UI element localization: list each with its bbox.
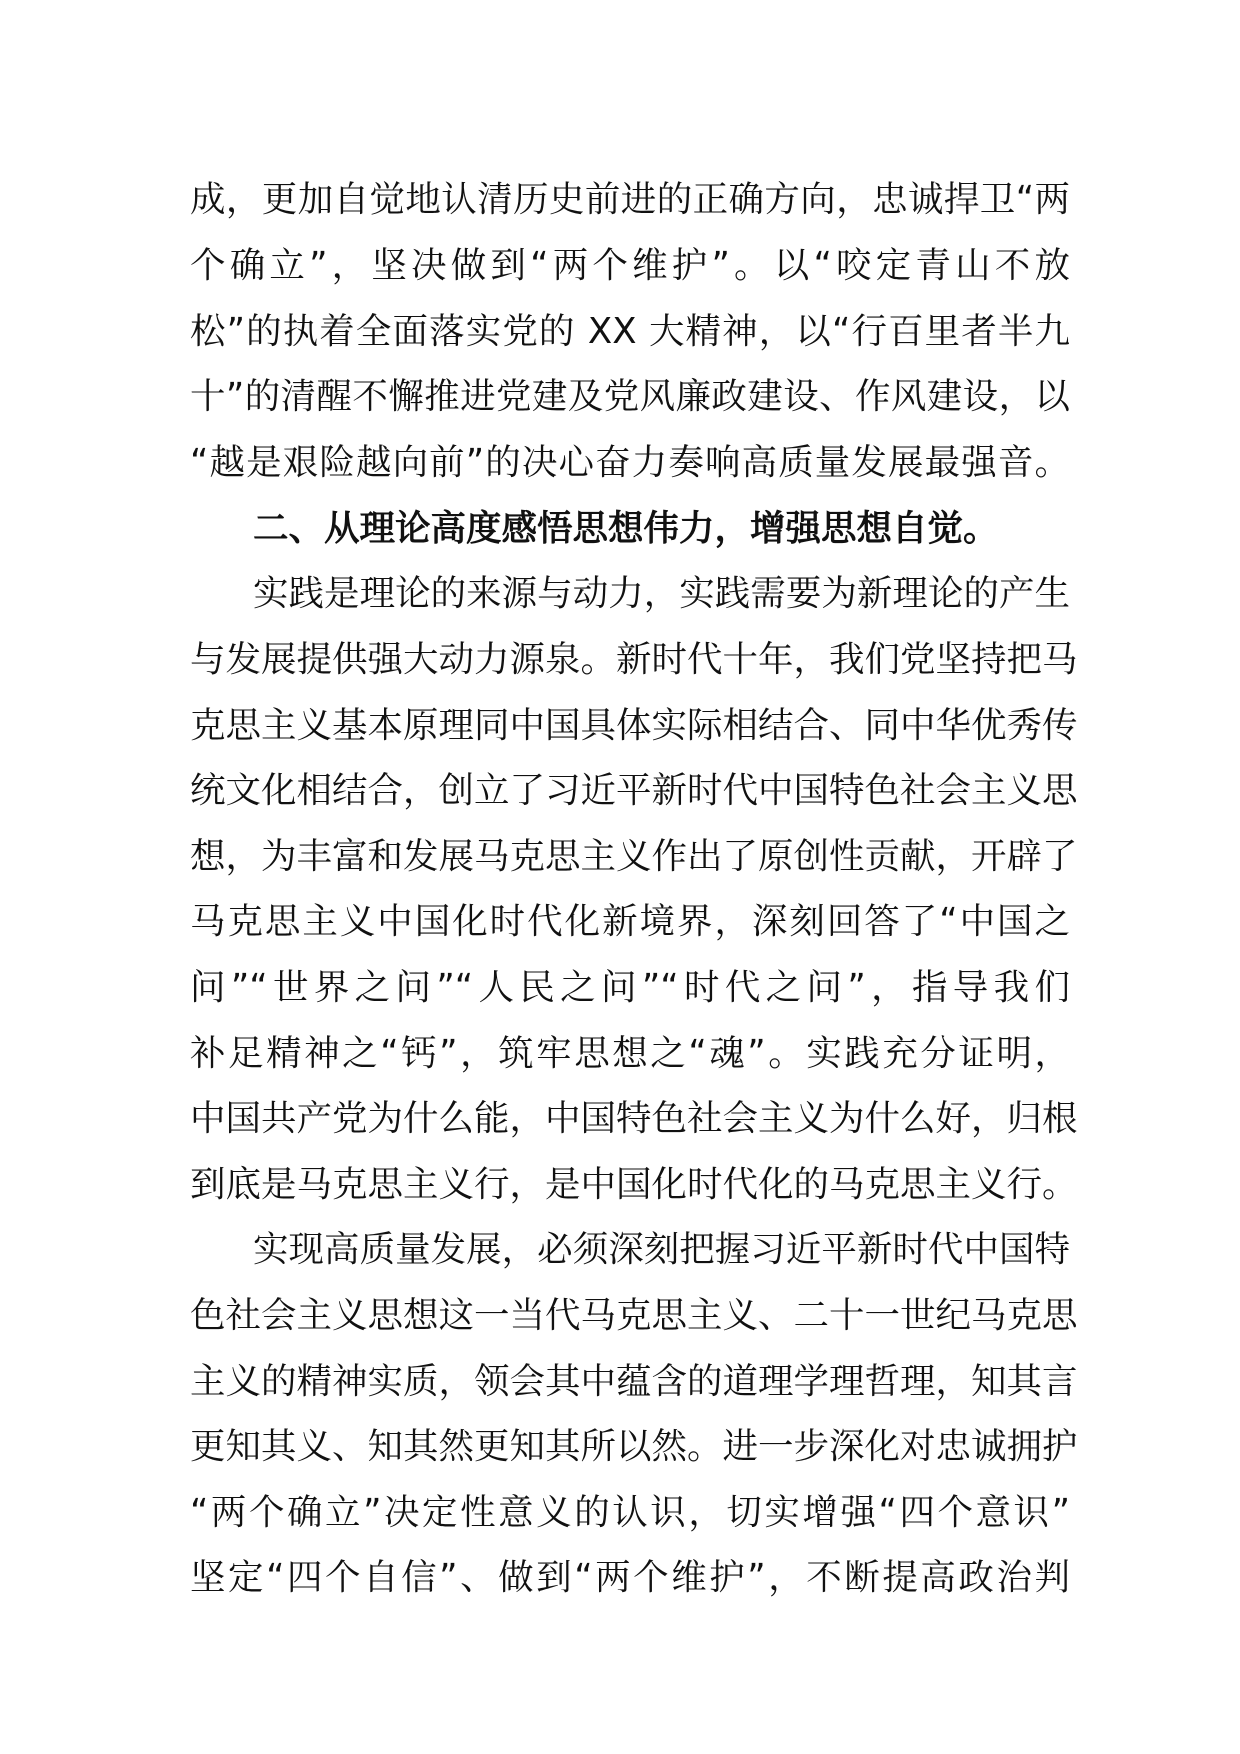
text-line: “越是艰险越向前”的决心奋力奏响高质量发展最强音。 [190,442,1070,483]
text-line: 补足精神之“钙”，筑牢思想之“魂”。实践充分证明， [190,1033,1070,1074]
text-line: 更知其义、知其然更知其所以然。进一步深化对忠诚拥护 [190,1426,1078,1467]
text-line: 十”的清醒不懈推进党建及党风廉政建设、作风建设，以 [190,376,1070,417]
paragraph-first-line: 实现高质量发展，必须深刻把握习近平新时代中国特 [253,1229,1070,1270]
text-line: 马克思主义中国化时代化新境界，深刻回答了“中国之 [190,901,1070,942]
text-line: 色社会主义思想这一当代马克思主义、二十一世纪马克思 [190,1295,1078,1336]
paragraph-first-line: 实践是理论的来源与动力，实践需要为新理论的产生 [253,573,1070,614]
text-line: 想，为丰富和发展马克思主义作出了原创性贡献，开辟了 [190,836,1078,877]
text-line: 统文化相结合，创立了习近平新时代中国特色社会主义思 [190,770,1078,811]
text-line: 问”“世界之问”“人民之问”“时代之问”，指导我们 [190,967,1070,1008]
text-line: 主义的精神实质，领会其中蕴含的道理学理哲理，知其言 [190,1361,1078,1402]
text-line: 松”的执着全面落实党的 XX 大精神，以“行百里者半九 [190,311,1070,352]
text-line: 到底是马克思主义行，是中国化时代化的马克思主义行。 [190,1164,1078,1205]
section-heading: 二、从理论高度感悟思想伟力，增强思想自觉。 [253,508,999,549]
text-line: 成，更加自觉地认清历史前进的正确方向，忠诚捍卫“两 [190,179,1070,220]
text-line: 与发展提供强大动力源泉。新时代十年，我们党坚持把马 [190,639,1078,680]
text-line: 个确立”，坚决做到“两个维护”。以“咬定青山不放 [190,245,1070,286]
text-line: 坚定“四个自信”、做到“两个维护”，不断提高政治判 [190,1557,1070,1598]
text-line: 中国共产党为什么能，中国特色社会主义为什么好，归根 [190,1098,1078,1139]
text-line: “两个确立”决定性意义的认识，切实增强“四个意识” [190,1492,1070,1533]
text-line: 克思主义基本原理同中国具体实际相结合、同中华优秀传 [190,705,1078,746]
